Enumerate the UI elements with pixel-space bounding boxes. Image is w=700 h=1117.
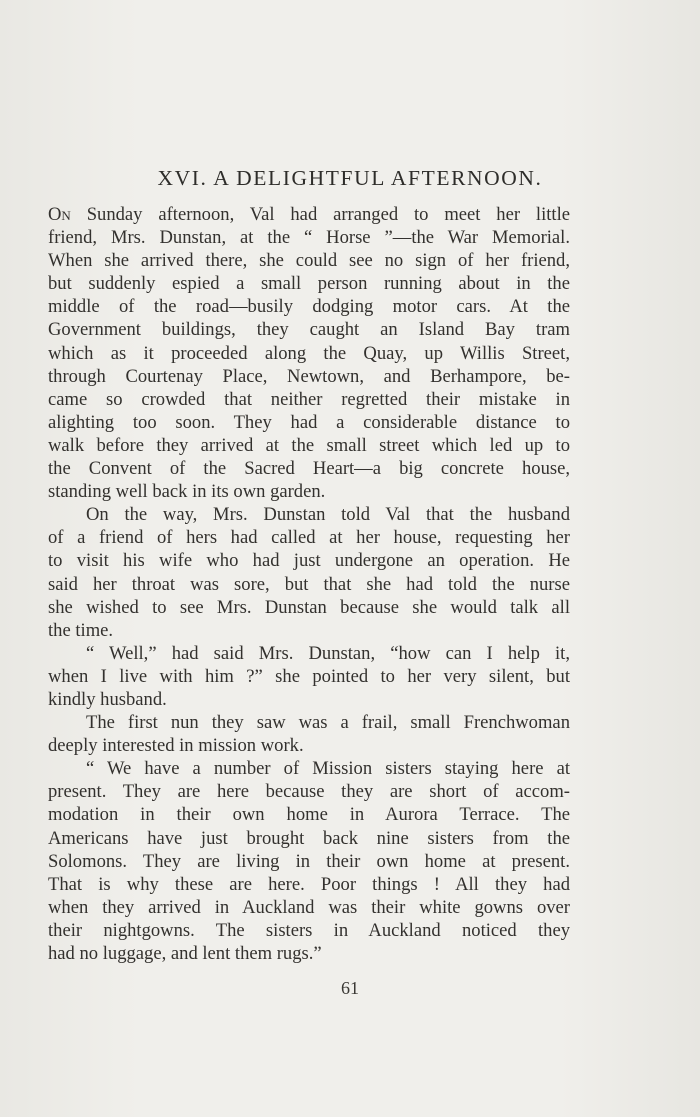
text-line: The first nun they saw was a frail, small Frenchwoman: [86, 712, 570, 734]
text-line: which as it proceeded along the Quay, up Willis Street,: [48, 342, 570, 364]
text-line: to visit his wife who had just undergone an operation. He: [48, 550, 570, 572]
text-line: When she arrived there, she could see no sign of her friend,: [48, 250, 570, 272]
text-line: said her throat was sore, but that she had told the nurse: [48, 573, 570, 595]
chapter-title: XVI. A DELIGHTFUL AFTERNOON.: [157, 166, 543, 190]
paragraph: [48, 642, 570, 711]
text-line: came so crowded that neither regretted their mistake in: [48, 388, 570, 410]
text-line: “ Well,” had said Mrs. Dunstan, “how can I help it,: [86, 642, 570, 664]
body-text: [48, 203, 570, 965]
paragraph: [48, 711, 570, 757]
text-line: Solomons. They are living in their own home at present.: [48, 850, 570, 872]
text-line: through Courtenay Place, Newtown, and Berhampore, be-: [48, 365, 570, 387]
paragraph: [48, 503, 570, 642]
text-line: On the way, Mrs. Dunstan told Val that the husband: [86, 504, 570, 526]
page-number: 61: [341, 978, 359, 998]
text-line: the time.: [48, 619, 114, 641]
text-line: when they arrived in Auckland was their white gowns over: [48, 896, 570, 918]
text-line: when I live with him ?” she pointed to her very silent, but: [48, 665, 570, 687]
text-line: had no luggage, and lent them rugs.”: [48, 943, 322, 964]
text-line: their nightgowns. The sisters in Auckland noticed they: [48, 919, 570, 941]
text-line: middle of the road—busily dodging motor cars. At the: [48, 296, 570, 318]
text-line: she wished to see Mrs. Dunstan because she would talk all: [48, 596, 570, 618]
text-line: walk before they arrived at the small street which led up to: [48, 434, 570, 456]
text-line: kindly husband.: [48, 688, 167, 710]
text-line: present. They are here because they are short of accom-: [48, 781, 570, 803]
text-line: deeply interested in mission work.: [48, 735, 304, 757]
text-line: Government buildings, they caught an Island Bay tram: [48, 319, 570, 341]
text-line: alighting too soon. They had a considerable distance to: [48, 411, 570, 433]
text-line: friend, Mrs. Dunstan, at the “ Horse ”—the War Memorial.: [48, 227, 570, 249]
text-line: modation in their own home in Aurora Terrace. The: [48, 804, 570, 826]
text-line: standing well back in its own garden.: [48, 481, 326, 503]
text-line: the Convent of the Sacred Heart—a big concrete house,: [48, 458, 570, 480]
text-line: Americans have just brought back nine sisters from the: [48, 827, 570, 849]
text-line: but suddenly espied a small person running about in the: [48, 273, 570, 295]
text-line: That is why these are here. Poor things ! All they had: [48, 873, 570, 895]
text-line: On Sunday afternoon, Val had arranged to meet her little: [48, 204, 570, 225]
text-line: of a friend of hers had called at her house, requesting her: [48, 527, 570, 549]
text-line: “ We have a number of Mission sisters staying here at: [86, 758, 570, 780]
paragraph: [48, 203, 570, 503]
drop-lead-word: On: [48, 204, 71, 225]
paragraph: [48, 757, 570, 965]
